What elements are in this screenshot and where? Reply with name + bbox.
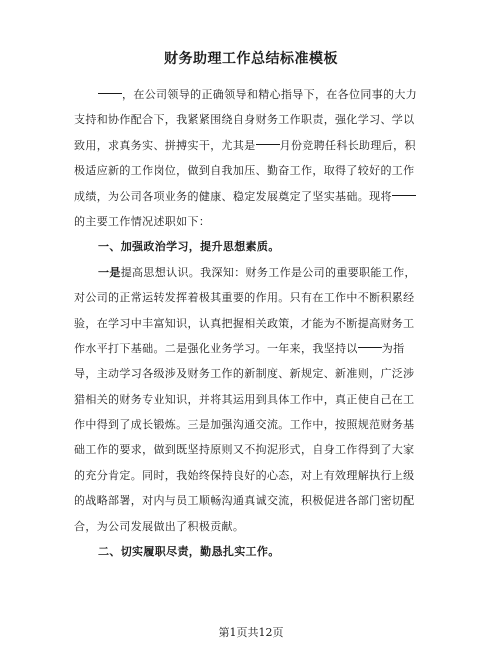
line-text: 验，在学习中丰富知识，认真把握相关政策，才能为不断提高财务工 bbox=[74, 316, 415, 330]
line-text: 导，主动学习各级涉及财务工作的新制度、新规定、新准则，广泛涉 bbox=[74, 367, 415, 381]
section-heading bbox=[74, 234, 424, 259]
line-text: 提高思想认识。我深知：财务工作是公司的重要职能工作， bbox=[120, 265, 416, 279]
line-text: 的充分肯定。同时，我始终保持良好的心态，对上有效理解执行上级 bbox=[74, 468, 415, 482]
paragraph-line bbox=[74, 107, 424, 132]
paragraph-line bbox=[74, 463, 424, 488]
document-body bbox=[74, 82, 424, 564]
paragraph-line bbox=[74, 361, 424, 386]
line-text: 一、加强政治学习，提升思想素质。 bbox=[98, 240, 280, 254]
line-text: 月份竞聘任科长助理后，积 bbox=[279, 138, 416, 152]
fill-in-blank bbox=[256, 133, 280, 145]
paragraph-line bbox=[74, 514, 424, 539]
line-text: 础工作的要求，做到既坚持原则又不拘泥形式，自身工作得到了大家 bbox=[74, 443, 415, 457]
paragraph-line bbox=[74, 158, 424, 183]
paragraph-line bbox=[74, 336, 424, 361]
page-footer: 第1页共12页 bbox=[218, 626, 284, 639]
line-text: 成绩，为公司各项业务的健康、稳定发展奠定了坚实基础。现将 bbox=[74, 189, 392, 203]
line-text: 的主要工作情况述职如下： bbox=[74, 214, 211, 228]
paragraph-line bbox=[74, 387, 424, 412]
line-text: 作中得到了成长锻炼。三是加强沟通交流。工作中，按照规范财务基 bbox=[74, 418, 415, 432]
line-text: 对公司的正常运转发挥着极其重要的作用。只有在工作中不断积累经 bbox=[74, 291, 415, 305]
line-text: 极适应新的工作岗位，做到自我加压、勤奋工作，取得了较好的工作 bbox=[74, 164, 415, 178]
line-text: 猎相关的财务专业知识，并将其运用到具体工作中，真正使自己在工 bbox=[74, 392, 415, 406]
line-text: 合，为公司发展做出了积极贡献。 bbox=[74, 519, 245, 533]
line-text: 作水平打下基础。二是强化业务学习。一年来，我坚持以 bbox=[74, 341, 358, 355]
paragraph-line bbox=[74, 311, 424, 336]
line-lead-bold: 一是 bbox=[98, 265, 121, 279]
paragraph-line bbox=[74, 285, 424, 310]
line-text: 二、切实履职尽责，勤恳扎实工作。 bbox=[98, 545, 280, 559]
line-text: ，在公司领导的正确领导和精心指导下，在各位同事的大力 bbox=[122, 88, 418, 101]
paragraph-line bbox=[74, 488, 424, 513]
fill-in-blank bbox=[358, 336, 382, 348]
fill-in-blank bbox=[392, 184, 416, 196]
paragraph-line bbox=[74, 209, 424, 234]
line-text: 致用，求真务实、拼搏实干，尤其是 bbox=[74, 138, 256, 152]
section-heading bbox=[74, 539, 424, 564]
document-title: 财务助理工作总结标准模板 bbox=[164, 51, 338, 67]
paragraph-line bbox=[74, 260, 424, 285]
line-text: 为指 bbox=[381, 341, 405, 355]
fill-in-blank bbox=[98, 82, 122, 94]
paragraph-line bbox=[74, 412, 424, 437]
paragraph-line bbox=[74, 133, 424, 158]
line-text: 支持和协作配合下，我紧紧围绕自身财务工作职责，强化学习、学以 bbox=[74, 113, 415, 127]
paragraph-line bbox=[74, 82, 424, 107]
line-text: 的战略部署，对内与员工顺畅沟通真诚交流，积极促进各部门密切配 bbox=[74, 494, 415, 508]
paragraph-line bbox=[74, 184, 424, 209]
paragraph-line bbox=[74, 437, 424, 462]
